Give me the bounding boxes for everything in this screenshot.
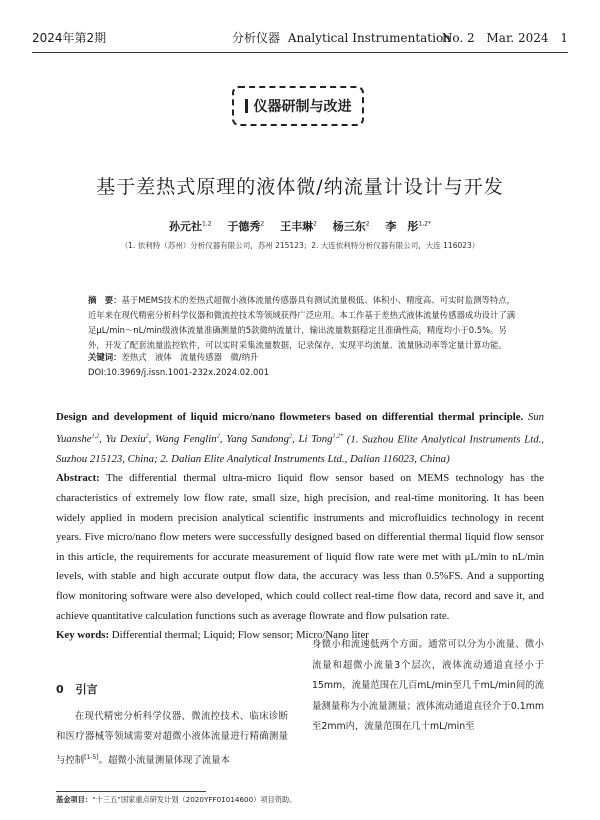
issue-number: No. 2	[441, 31, 475, 45]
funding-footnote	[56, 795, 536, 805]
section-number: 0	[56, 683, 64, 696]
journal-name-en: Analytical Instrumentation	[287, 31, 451, 45]
paper-title: 基于差热式原理的液体微/纳流量计设计与开发	[96, 176, 504, 198]
author: 于德秀$^2$	[227, 220, 265, 233]
page-number: 1	[560, 31, 568, 45]
journal-name-cn: 分析仪器	[232, 31, 281, 45]
issue-date: Mar. 2024	[486, 31, 549, 45]
running-head	[32, 30, 568, 46]
en-keywords-label: Key words:	[56, 629, 110, 642]
author: 王丰琳$^2$	[280, 220, 317, 233]
en-title: Design and development of liquid micro/nano flowmeters based on differential thermal principle.	[56, 411, 524, 423]
cn-keywords-label: 关键词：	[88, 352, 122, 362]
cn-abstract-label: 摘 要：	[88, 295, 122, 305]
cn-keywords	[88, 350, 522, 380]
body-column-right	[312, 635, 544, 738]
body-column-left	[56, 680, 288, 771]
section-heading	[56, 680, 288, 701]
banner-marker-icon	[245, 99, 248, 113]
en-keywords-text: Differential thermal; Liquid; Flow sensor; Micro/Nano liter	[111, 629, 369, 642]
footnote-text: “十三五”国家重点研发计划（2020YFF01014600）项目资助。	[91, 795, 297, 804]
section-title: 引言	[75, 683, 98, 696]
author-list	[0, 218, 600, 234]
author: 孙元社$^{1,2}$	[169, 220, 212, 233]
header-rule	[32, 52, 568, 53]
affiliation: （1. 依利特（苏州）分析仪器有限公司，苏州 215123；2. 大连依利特分析仪器有限公司，大连 116023）	[120, 241, 480, 250]
en-abstract	[56, 469, 544, 626]
author: 李 彤$^{1,2*}$	[385, 220, 431, 233]
author: 杨三东$^2$	[332, 220, 370, 233]
journal-name	[232, 30, 451, 46]
en-abstract-label: Abstract:	[56, 472, 100, 485]
cn-abstract	[88, 293, 522, 353]
cn-abstract-text: 基于MEMS技术的差热式超微小液体流量传感器具有测试流量极低、体积小、精度高、可实时监测等特点，近年来在现代精密分析科学仪器和微流控技术等领域获得广泛应用。本工作基于差热式液体流量传感器成功设计了满足μL/min～nL/min级液体流量准确测量的5款微纳流量计，输出流量数据稳定且准确性高，精度均小于0.5%。另外，开发了配套流量监控软件，可以实时采集流量数据，记录保存，实现平均流量、流量脉动率等定量计算功能。	[88, 295, 516, 350]
citation: [1-5]	[84, 753, 99, 761]
cn-keywords-text: 差热式 液体 流量传感器 微/纳升	[121, 352, 259, 362]
en-title-line	[56, 408, 544, 469]
doi: DOI:10.3969/j.issn.1001-232x.2024.02.001	[88, 367, 270, 377]
body-paragraph: 在现代精密分析科学仪器、微流控技术、临床诊断和医疗器械等领域需要对超微小液体流量进行精确测量与控制[1-5]。超微小流量测量体现了流量本	[56, 710, 288, 766]
english-abstract-block	[56, 408, 544, 646]
body-paragraph-continued: 身微小和流速低两个方面。通常可以分为小流量、微小流量和超微小流量3个层次，液体流动通道直径小于15mm，流量范围在几百mL/min至几千mL/min间的流量测量称为小流量测量；液体流动通道直径介于0.1mm至2mm内，流量范围在几十mL/min至	[312, 639, 544, 732]
issue-info	[434, 30, 568, 46]
section-banner	[232, 86, 364, 126]
issue-year: 2024年第2期	[32, 31, 107, 45]
en-affiliation: (1. Suzhou Elite Analytical Instruments Ltd., Suzhou 215123, China; 2. Dalian Elite Analytical Instruments Ltd., Dalian 116023, China)	[56, 433, 544, 465]
footnote-rule	[56, 791, 206, 792]
footnote-label: 基金项目：	[56, 795, 92, 804]
section-banner-label: 仪器研制与改进	[253, 99, 352, 115]
en-abstract-text: The differential thermal ultra-micro liquid flow sensor based on MEMS technology has the characteristics of extremely low flow rate, small size, high precision, and real-time monitoring. It has been widely applied in modern precision analytical scientific instruments and microfluidics technology in recent years. Five micro/nano flow meters were successfully designed based on differential thermal liquid flow sensor in this article, the requirements for accurate measurement of liquid flow rate were met with μL/min to nL/min levels, with stable and high accurate output flow data, the accuracy was less than 0.5%FS. And a supporting flow monitoring software were also developed, which could collect real-time flow data, record and save it, and achieve quantitative calculation functions such as average flowrate and flow pulsation rate.	[56, 472, 544, 622]
en-authors: Sun Yuanshe$^{1,2}$, Yu Dexiu$^2$, Wang Fenglin$^2$, Yang Sandong$^2$, Li Tong$^{1,2*}$	[56, 411, 545, 446]
